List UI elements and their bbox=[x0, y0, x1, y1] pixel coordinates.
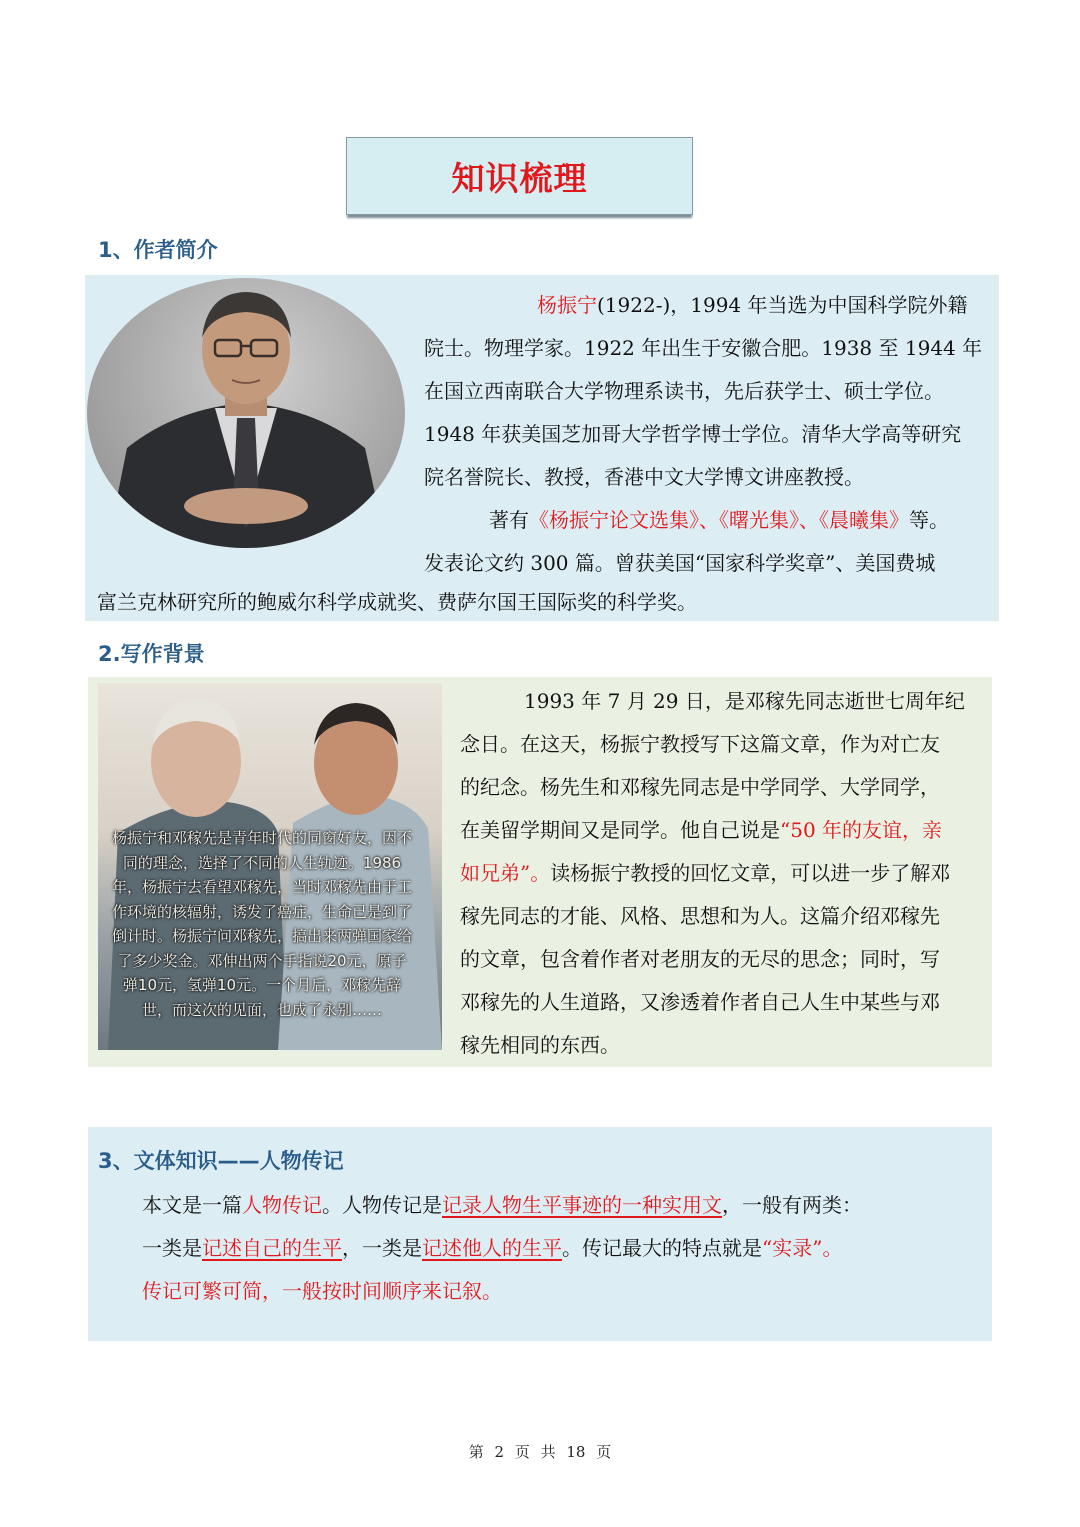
genre-panel bbox=[88, 1127, 992, 1341]
background-line-4-text: 在美留学期间又是同学。他自己说是 bbox=[460, 818, 780, 842]
genre-type-biography: 记述他人的生平 bbox=[422, 1236, 562, 1260]
author-line-2: 院士。物理学家。1922 年出生于安徽合肥。1938 至 1944 年 bbox=[424, 336, 983, 360]
author-line-1-text: (1922-)，1994 年当选为中国科学院外籍 bbox=[597, 293, 968, 317]
genre-line-1 bbox=[142, 1184, 862, 1227]
section2-heading: 2.写作背景 bbox=[98, 642, 205, 666]
author-line-4: 1948 年获美国芝加哥大学哲学博士学位。清华大学高等研究 bbox=[424, 422, 962, 446]
genre-feature-keyword: “实录”。 bbox=[762, 1236, 843, 1260]
genre-term: 人物传记 bbox=[242, 1193, 322, 1217]
author-line-1 bbox=[537, 284, 968, 327]
photo-caption: 杨振宁和邓稼先是青年时代的同窗好友，因不同的理念，选择了不同的人生轨迹。1986年，杨振宁去看望邓稼先，当时邓稼先由于工作环境的核辐射，诱发了癌症，生命已是到了倒计时。杨振宁问邓稼先，搞出来两弹国家给了多少奖金。邓伸出两个手指说20元，原子弹10元，氢弹10元。一个月后，邓稼先辞世，而这次的见面，也成了永别…… bbox=[112, 829, 413, 1019]
background-line-7: 的文章，包含着作者对老朋友的无尽的思念；同时，写 bbox=[460, 947, 940, 971]
background-line-9: 稼先相同的东西。 bbox=[460, 1033, 620, 1057]
title-box bbox=[346, 137, 693, 215]
section1-heading: 1、作者简介 bbox=[98, 238, 218, 262]
works-prefix: 著有 bbox=[489, 508, 529, 532]
background-line-1: 1993 年 7 月 29 日，是邓稼先同志逝世七周年纪 bbox=[524, 689, 965, 713]
background-line-2: 念日。在这天，杨振宁教授写下这篇文章，作为对亡友 bbox=[460, 732, 940, 756]
genre-text-c: 。人物传记是 bbox=[322, 1193, 442, 1217]
author-panel bbox=[85, 275, 999, 621]
two-men-photo bbox=[98, 683, 442, 1050]
genre-text-a: 本文是一篇 bbox=[142, 1193, 242, 1217]
genre-line-2 bbox=[142, 1227, 842, 1270]
genre-type-autobiography: 记述自己的生平 bbox=[202, 1236, 342, 1260]
genre-feature-text: 。传记最大的特点就是 bbox=[562, 1236, 762, 1260]
background-line-5-text: 读杨振宁教授的回忆文章，可以进一步了解邓 bbox=[550, 861, 951, 885]
genre-definition: 记录人物生平事迹的一种实用文 bbox=[442, 1193, 722, 1217]
genre-line-3: 传记可繁可简，一般按时间顺序来记叙。 bbox=[142, 1279, 502, 1303]
background-line-8: 邓稼先的人生道路，又渗透着作者自己人生中某些与邓 bbox=[460, 990, 940, 1014]
author-line-8: 富兰克林研究所的鲍威尔科学成就奖、费萨尔国王国际奖的科学奖。 bbox=[97, 590, 697, 614]
background-panel bbox=[88, 677, 992, 1067]
page-title: 知识梳理 bbox=[451, 158, 588, 198]
page-number: 第 2 页 共 18 页 bbox=[468, 1443, 612, 1461]
author-line-5: 院名誉院长、教授，香港中文大学博文讲座教授。 bbox=[424, 465, 864, 489]
author-portrait bbox=[87, 278, 405, 548]
background-line-6: 稼先同志的才能、风格、思想和为人。这篇介绍邓稼先 bbox=[460, 904, 940, 928]
background-line-5 bbox=[460, 852, 950, 895]
author-name: 杨振宁 bbox=[537, 293, 597, 317]
author-line-7: 发表论文约 300 篇。曾获美国“国家科学奖章”、美国费城 bbox=[424, 551, 936, 575]
author-line-3: 在国立西南联合大学物理系读书，先后获学士、硕士学位。 bbox=[424, 379, 944, 403]
author-works-line bbox=[489, 499, 949, 542]
genre-type-prefix-2: ，一类是 bbox=[342, 1236, 422, 1260]
works-suffix: 等。 bbox=[909, 508, 949, 532]
genre-type-prefix-1: 一类是 bbox=[142, 1236, 202, 1260]
friendship-quote-b: 如兄弟”。 bbox=[460, 861, 551, 885]
background-line-4 bbox=[460, 809, 942, 852]
works-titles: 《杨振宁论文选集》、《曙光集》、《晨曦集》 bbox=[529, 508, 909, 532]
genre-text-e: ，一般有两类： bbox=[722, 1193, 862, 1217]
friendship-quote-a: “50 年的友谊，亲 bbox=[780, 818, 943, 842]
section3-heading: 3、文体知识——人物传记 bbox=[98, 1149, 344, 1173]
background-line-3: 的纪念。杨先生和邓稼先同志是中学同学、大学同学， bbox=[460, 775, 940, 799]
